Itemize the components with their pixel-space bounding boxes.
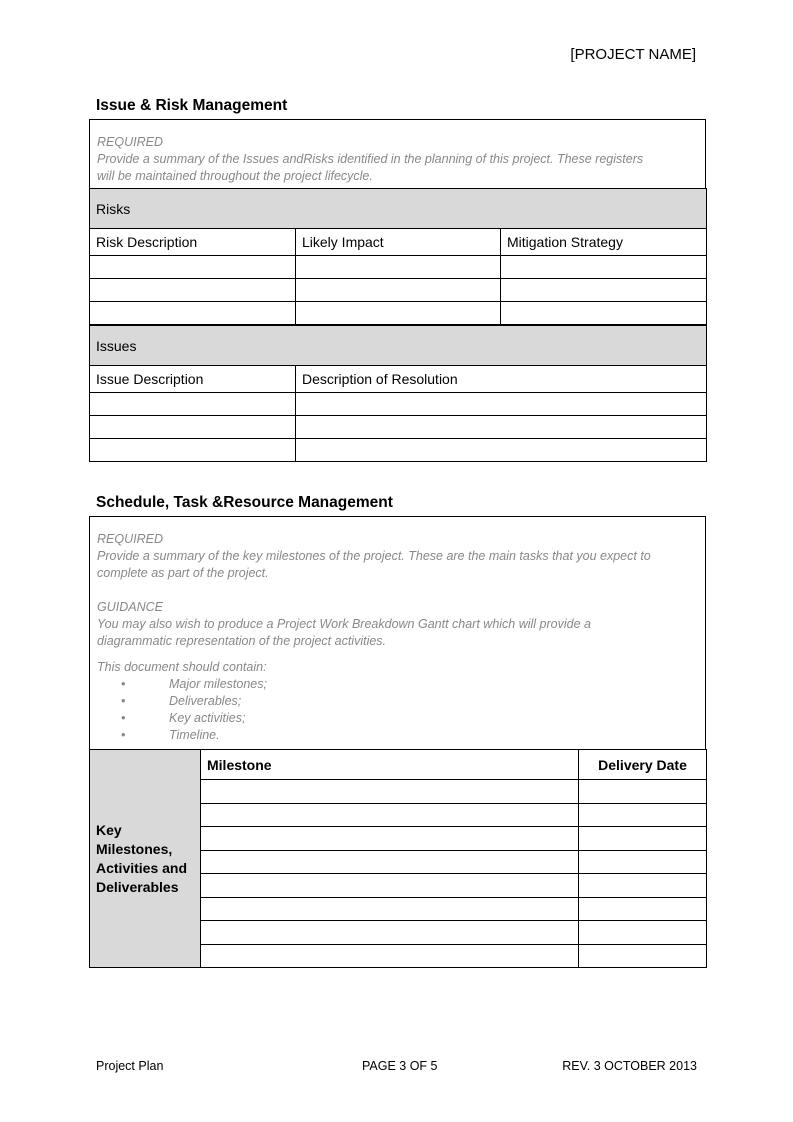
column-header-issue-description: Issue Description [90,366,296,393]
table-row [90,439,707,462]
list-item: • Timeline. [121,728,220,742]
table-row [90,416,707,439]
issues-heading: Issues [90,326,707,366]
table-cell[interactable] [579,944,707,968]
column-header-milestone: Milestone [201,750,579,780]
milestones-table [89,749,707,968]
table-cell[interactable] [201,803,579,827]
bullet-icon: • [121,711,126,725]
list-item: • Major milestones; [121,677,267,691]
risks-heading: Risks [90,189,707,229]
table-row [90,279,707,302]
list-item: • Key activities; [121,711,246,725]
table-cell[interactable] [90,256,296,279]
bullet-icon: • [121,728,126,742]
table-cell[interactable] [296,439,707,462]
column-header-mitigation-strategy: Mitigation Strategy [501,229,707,256]
table-row [90,393,707,416]
required-text-line: will be maintained throughout the project lifecycle. [97,169,373,183]
table-cell[interactable] [296,256,501,279]
list-item: • Deliverables; [121,694,242,708]
table-cell[interactable] [201,827,579,851]
table-cell[interactable] [579,897,707,921]
table-cell[interactable] [579,874,707,898]
table-cell[interactable] [501,302,707,325]
table-cell[interactable] [579,827,707,851]
table-row [90,256,707,279]
table-cell[interactable] [201,944,579,968]
table-cell[interactable] [201,874,579,898]
key-milestones-label: Key Milestones, Activities and Deliverables [90,750,201,968]
table-cell[interactable] [579,803,707,827]
risks-table [89,188,707,325]
issues-table [89,325,707,462]
schedule-guidance-box [89,516,706,750]
footer-revision: REV. 3 OCTOBER 2013 [562,1059,697,1073]
table-cell[interactable] [90,279,296,302]
column-header-description-of-resolution: Description of Resolution [296,366,707,393]
required-label: REQUIRED [97,135,163,149]
table-cell[interactable] [201,897,579,921]
table-cell[interactable] [90,439,296,462]
project-name-header: [PROJECT NAME] [570,46,696,63]
contain-intro: This document should contain: [97,660,267,674]
guidance-text-line: diagrammatic representation of the project activities. [97,634,387,648]
bullet-icon: • [121,694,126,708]
section-title-issue-risk: Issue & Risk Management [96,97,288,114]
column-header-delivery-date: Delivery Date [579,750,707,780]
table-cell[interactable] [201,921,579,945]
table-cell[interactable] [296,393,707,416]
guidance-text-line: You may also wish to produce a Project Work Breakdown Gantt chart which will provide a [97,617,591,631]
column-header-likely-impact: Likely Impact [296,229,501,256]
table-cell[interactable] [90,302,296,325]
column-header-risk-description: Risk Description [90,229,296,256]
table-cell[interactable] [90,393,296,416]
table-cell[interactable] [296,279,501,302]
table-cell[interactable] [201,780,579,804]
table-cell[interactable] [579,850,707,874]
table-row [90,302,707,325]
footer-document-name: Project Plan [96,1059,164,1073]
table-cell[interactable] [579,780,707,804]
table-cell[interactable] [90,416,296,439]
table-cell[interactable] [296,416,707,439]
contents-list [97,676,705,744]
table-cell[interactable] [201,850,579,874]
section-title-schedule: Schedule, Task &Resource Management [96,494,393,511]
table-cell[interactable] [501,256,707,279]
required-label: REQUIRED [97,532,163,546]
guidance-label: GUIDANCE [97,600,163,614]
table-cell[interactable] [296,302,501,325]
required-text-line: Provide a summary of the Issues andRisks identified in the planning of this project. These registers [97,152,644,166]
table-cell[interactable] [501,279,707,302]
required-text-line: complete as part of the project. [97,566,269,580]
footer-page-number: PAGE 3 OF 5 [362,1059,438,1073]
bullet-icon: • [121,677,126,691]
required-text-line: Provide a summary of the key milestones of the project. These are the main tasks that you expect to [97,549,651,563]
table-cell[interactable] [579,921,707,945]
issue-risk-guidance-box [89,119,706,189]
